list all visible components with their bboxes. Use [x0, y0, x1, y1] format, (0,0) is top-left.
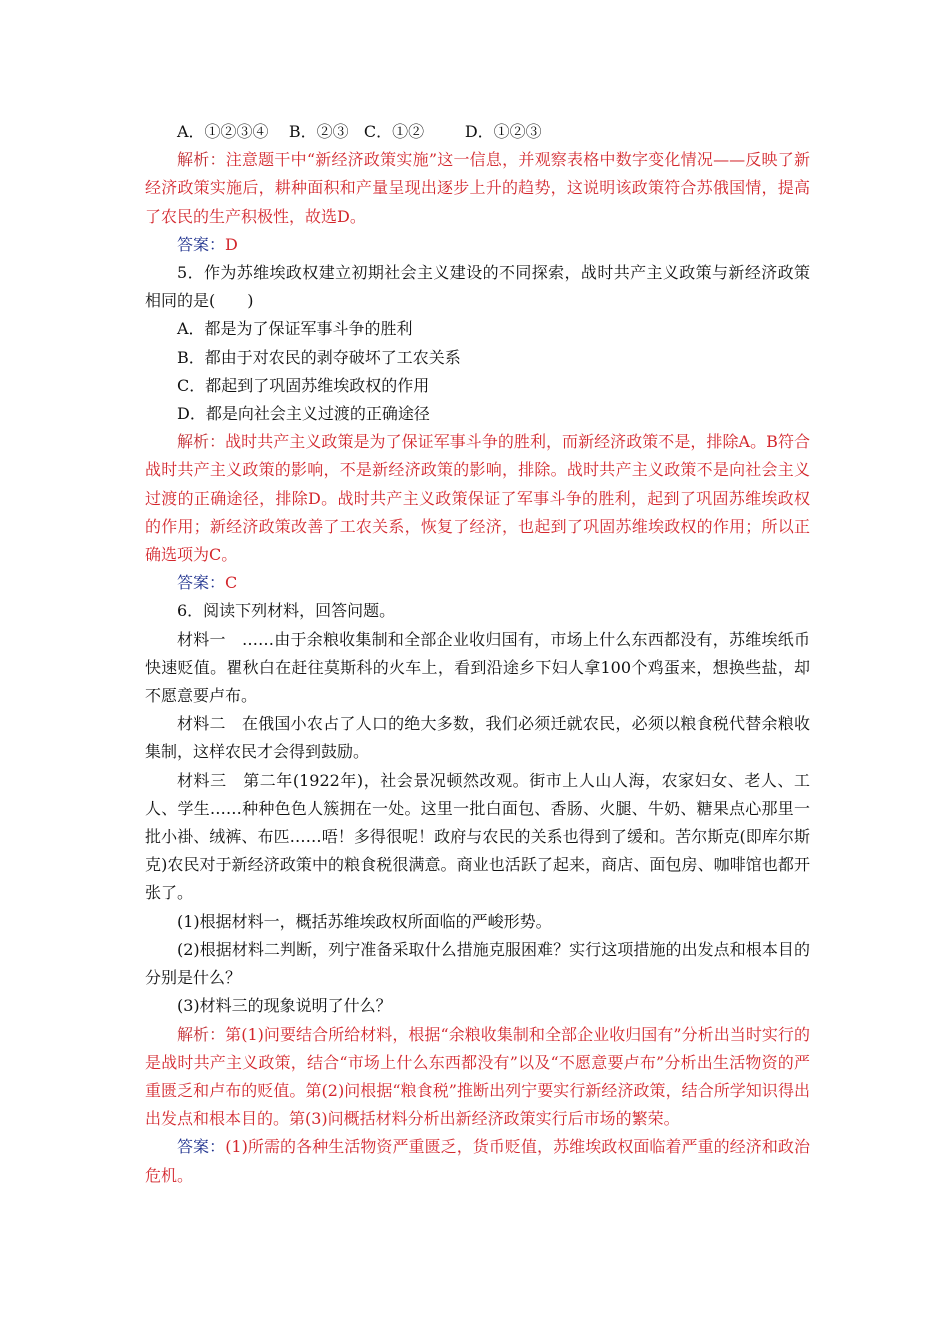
answer-label: 答案： [177, 573, 226, 593]
analysis-label: 解析： [177, 432, 226, 452]
q6-subquestion-2: (2)根据材料二判断，列宁准备采取什么措施克服困难？实行这项措施的出发点和根本目的分别是什么？ [145, 939, 810, 988]
q6-material-2: 材料二 在俄国小农占了人口的绝大多数，我们必须迁就农民，必须以粮食税代替余粮收集制，这样农民才会得到鼓励。 [145, 714, 810, 762]
q5-analysis [145, 428, 810, 569]
q5-stem: 5．作为苏维埃政权建立初期社会主义建设的不同探索，战时共产主义政策与新经济政策相同的是( ) [145, 263, 810, 311]
q4-options: A．①②③④ B．②③ C．①② D．①②③ [177, 122, 542, 141]
answer-text: D [225, 234, 238, 254]
q4-answer [145, 231, 810, 259]
analysis-label: 解析： [177, 1024, 226, 1044]
q6-analysis [145, 1021, 810, 1134]
document-body [145, 118, 810, 1190]
q6-subquestion-1: (1)根据材料一，概括苏维埃政权所面临的严峻形势。 [177, 911, 552, 931]
answer-text: (1)所需的各种生活物资严重匮乏，货币贬值，苏维埃政权面临着严重的经济和政治危机。 [145, 1137, 810, 1185]
analysis-text: 注意题干中“新经济政策实施”这一信息，并观察表格中数字变化情况——反映了新经济政策实施后，耕种面积和产量呈现出逐步上升的趋势，这说明该政策符合苏俄国情，提高了农民的生产积极性，故选D。 [145, 150, 810, 226]
answer-label: 答案： [177, 234, 226, 254]
q5-option-b: B．都由于对农民的剥夺破坏了工农关系 [177, 347, 461, 367]
q5-option-d: D．都是向社会主义过渡的正确途径 [177, 404, 430, 424]
q6-subquestion-3: (3)材料三的现象说明了什么？ [177, 996, 392, 1016]
q5-option-a: A．都是为了保证军事斗争的胜利 [177, 319, 413, 339]
q5-answer [145, 569, 810, 597]
analysis-label: 解析： [177, 150, 226, 170]
answer-text: C [225, 573, 238, 593]
q6-stem: 6．阅读下列材料，回答问题。 [177, 601, 396, 621]
q6-material-1: 材料一 ……由于余粮收集制和全部企业收归国有，市场上什么东西都没有，苏维埃纸币快速贬值。瞿秋白在赶往莫斯科的火车上，看到沿途乡下妇人拿100个鸡蛋来，想换些盐，却不愿意要卢布。 [145, 629, 810, 706]
q5-option-c: C．都起到了巩固苏维埃政权的作用 [177, 375, 430, 395]
answer-label: 答案： [177, 1137, 226, 1157]
analysis-text: 第(1)问要结合所给材料，根据“余粮收集制和全部企业收归国有”分析出当时实行的是战时共产主义政策，结合“市场上什么东西都没有”以及“不愿意要卢布”分析出生活物资的严重匮乏和卢布的贬值。第(2)问根据“粮食税”推断出列宁要实行新经济政策，结合所学知识得出出发点和根本目的。第(3)问概括材料分析出新经济政策实行后市场的繁荣。 [145, 1024, 810, 1129]
q6-answer [145, 1133, 810, 1189]
analysis-text: 战时共产主义政策是为了保证军事斗争的胜利，而新经济政策不是，排除A。B符合战时共产主义政策的影响，不是新经济政策的影响，排除。战时共产主义政策不是向社会主义过渡的正确途径，排除D。战时共产主义政策保证了军事斗争的胜利，起到了巩固苏维埃政权的作用；新经济政策改善了工农关系，恢复了经济，也起到了巩固苏维埃政权的作用；所以正确选项为C。 [145, 432, 810, 565]
q6-material-3: 材料三 第二年(1922年)，社会景况顿然改观。街市上人山人海，农家妇女、老人、工人、学生……种种色色人簇拥在一处。这里一批白面包、香肠、火腿、牛奶、糖果点心那里一批小褂、绒裤、布匹……唔！多得很呢！政府与农民的关系也得到了缓和。苦尔斯克(即库尔斯克)农民对于新经济政策中的粮食税很满意。商业也活跃了起来，商店、面包房、咖啡馆也都开张了。 [145, 770, 810, 903]
q4-analysis [145, 146, 810, 231]
